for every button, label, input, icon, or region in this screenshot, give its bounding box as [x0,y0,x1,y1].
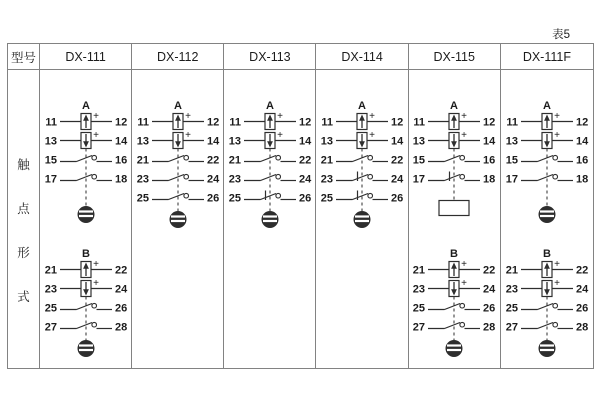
terminal-number-left: 21 [505,264,518,277]
row-label-char: 式 [17,290,30,304]
contact-arm [537,175,553,181]
contact-row [413,259,496,278]
group-label: A [542,100,551,112]
plus-sign: + [553,259,560,270]
contact-row [506,278,589,297]
plus-sign: + [276,130,283,141]
terminal-number-right: 12 [206,116,219,129]
contact-arm [353,156,369,162]
terminal-number-left: 23 [44,283,57,296]
header-cell-dx-111f: DX-111F [522,49,571,64]
group-label: A [358,100,367,112]
contact-arm [353,194,369,200]
terminal-number-left: 23 [136,173,149,186]
terminal-number-right: 12 [391,116,404,129]
contact-arm [260,194,276,200]
terminal-number-left: 11 [44,116,57,129]
terminal-number-right: 26 [391,192,404,205]
plus-sign: + [553,278,560,289]
terminal-number-right: 12 [483,116,496,129]
coil-rect-icon [439,201,469,216]
row-label-char: 点 [17,202,30,216]
terminal-number-right: 22 [298,154,312,167]
terminal-number-right: 24 [206,173,219,186]
plus-sign: + [553,130,560,141]
terminal-number-right: 18 [483,173,496,186]
plus-sign: + [92,278,99,289]
armature-disc-icon [354,211,371,228]
plus-sign: + [92,130,99,141]
contact-point [91,303,96,308]
terminal-number-left: 21 [136,154,149,167]
contact-point [184,174,189,179]
contact-point [184,193,189,198]
contact-arm [353,175,369,181]
diagram-cell-dx-114 [316,70,408,368]
group-label: B [450,248,459,260]
terminal-number-right: 16 [483,154,496,167]
terminal-number-left: 13 [44,135,57,148]
terminal-number-left: 25 [136,192,149,205]
terminal-number-right: 28 [575,321,589,334]
group-label: B [81,248,90,260]
row-label-char: 形 [17,246,30,260]
contact-arm [76,304,92,310]
plus-sign: + [92,111,99,122]
contact-group-A [132,98,224,231]
contact-group-A [40,98,132,226]
terminal-number-right: 24 [391,173,404,186]
terminal-number-right: 28 [483,321,496,334]
terminal-number-right: 22 [114,264,127,277]
plus-sign: + [553,111,560,122]
terminal-number-right: 14 [483,135,496,148]
terminal-number-right: 26 [483,302,496,315]
terminal-number-left: 21 [44,264,57,277]
terminal-number-left: 21 [228,154,241,167]
contact-row [44,278,127,297]
plus-sign: + [92,259,99,270]
row-label-contact-form [8,70,40,368]
contact-point [276,155,281,160]
terminal-number-right: 26 [206,192,219,205]
contact-arm [537,323,553,329]
terminal-number-left: 13 [320,135,334,148]
contact-arm [445,304,461,310]
contact-point [368,193,373,198]
diagram-cell-dx-112 [132,70,224,368]
diagram-cell-dx-111 [40,70,132,368]
header-cell-dx-114: DX-114 [316,44,408,69]
diagram-cell-dx-113 [224,70,316,368]
plus-sign: + [276,111,283,122]
contact-row [321,111,403,130]
terminal-number-left: 21 [412,264,426,277]
contact-point [553,322,558,327]
terminal-number-left: 11 [506,116,518,129]
plus-sign: + [461,259,468,270]
row-label-char: 触 [17,158,30,172]
terminal-number-right: 18 [575,173,589,186]
armature-disc-icon [169,211,186,228]
diagram-cell-dx-115 [409,70,501,368]
contact-point [276,193,281,198]
armature-disc-icon [538,340,555,357]
terminal-number-right: 14 [391,135,404,148]
terminal-number-left: 23 [505,283,518,296]
group-label: A [173,100,182,112]
contact-row [414,111,496,130]
plus-sign: + [184,130,191,141]
terminal-number-right: 22 [483,264,496,277]
terminal-number-left: 17 [505,173,518,186]
terminal-number-right: 24 [483,283,496,296]
relay-contact-table [7,43,594,369]
armature-disc-icon [77,206,94,223]
contact-point [460,174,465,179]
terminal-number-right: 18 [114,173,127,186]
contact-point [91,155,96,160]
contact-arm [537,304,553,310]
terminal-number-right: 22 [575,264,589,277]
terminal-number-right: 16 [114,154,127,167]
contact-row [136,130,219,149]
armature-disc-icon [538,206,555,223]
terminal-number-right: 14 [575,135,589,148]
contact-row [413,130,496,149]
contact-group-A [316,98,408,231]
contact-arm [445,156,461,162]
contact-point [91,174,96,179]
contact-arm [445,323,461,329]
terminal-number-left: 23 [412,283,426,296]
contact-arm [76,323,92,329]
table-caption: 表5 [552,29,570,41]
contact-arm [537,156,553,162]
terminal-number-left: 11 [321,116,334,129]
contact-arm [260,175,276,181]
contact-point [460,155,465,160]
terminal-number-right: 26 [114,302,127,315]
terminal-number-left: 23 [228,173,241,186]
terminal-number-right: 26 [298,192,312,205]
contact-row [506,111,588,130]
terminal-number-right: 24 [114,283,127,296]
contact-row [44,130,127,149]
contact-row [229,130,312,149]
terminal-number-left: 25 [228,192,241,205]
terminal-number-left: 25 [44,302,57,315]
plus-sign: + [184,111,191,122]
group-label: A [265,100,274,112]
terminal-number-left: 15 [412,154,426,167]
plus-sign: + [461,278,468,289]
header-cell-dx-113: DX-113 [224,44,316,69]
header-cell-dx-111: DX-111 [40,44,132,69]
contact-group-B [501,246,593,360]
contact-group-B [40,246,132,360]
contact-arm [76,175,92,181]
plus-sign: + [461,111,468,122]
terminal-number-left: 17 [412,173,426,186]
terminal-number-right: 14 [114,135,127,148]
terminal-number-right: 26 [575,302,589,315]
contact-arm [168,194,184,200]
terminal-number-right: 12 [575,116,589,129]
armature-disc-icon [77,340,94,357]
contact-group-A [408,98,500,218]
terminal-number-left: 15 [44,154,57,167]
contact-arm [260,156,276,162]
table-header-row [8,44,593,70]
contact-point [368,155,373,160]
terminal-number-left: 11 [229,116,241,129]
contact-row [413,278,496,297]
terminal-number-right: 16 [575,154,589,167]
terminal-number-left: 25 [320,192,334,205]
diagram-cell-dx-111f [501,70,593,368]
terminal-number-right: 12 [114,116,127,129]
contact-point [553,174,558,179]
group-label: A [450,100,459,112]
contact-row [506,130,589,149]
contact-arm [445,175,461,181]
contact-arm [76,156,92,162]
terminal-number-right: 24 [298,173,312,186]
armature-disc-icon [446,340,463,357]
terminal-number-right: 24 [575,283,589,296]
contact-row [506,259,589,278]
group-label: B [542,248,551,260]
contact-row [44,259,127,278]
contact-arm [168,156,184,162]
table-body-row [8,70,593,368]
header-cell-model-label: 型号 [8,44,40,69]
terminal-number-left: 13 [505,135,518,148]
terminal-number-left: 25 [505,302,518,315]
contact-row [137,111,219,130]
contact-point [460,322,465,327]
terminal-number-right: 12 [298,116,312,129]
terminal-number-left: 13 [228,135,241,148]
terminal-number-left: 23 [320,173,334,186]
terminal-number-left: 27 [412,321,426,334]
contact-row [45,111,127,130]
terminal-number-left: 13 [412,135,426,148]
terminal-number-right: 22 [206,154,219,167]
contact-point [460,303,465,308]
terminal-number-right: 14 [206,135,219,148]
terminal-number-left: 25 [412,302,426,315]
terminal-number-left: 21 [320,154,334,167]
terminal-number-left: 11 [413,116,426,129]
terminal-number-right: 28 [114,321,127,334]
contact-group-B [408,246,500,360]
terminal-number-left: 11 [137,116,149,129]
contact-point [553,155,558,160]
contact-group-A [224,98,316,231]
contact-arm [168,175,184,181]
header-cell-dx-115: DX-115 [409,44,501,69]
contact-point [276,174,281,179]
terminal-number-left: 15 [505,154,518,167]
contact-point [553,303,558,308]
armature-disc-icon [261,211,278,228]
plus-sign: + [461,130,468,141]
terminal-number-right: 14 [298,135,312,148]
terminal-number-left: 27 [44,321,57,334]
header-cell-dx-112: DX-112 [132,44,224,69]
terminal-number-right: 22 [391,154,404,167]
plus-sign: + [369,130,375,141]
group-label: A [81,100,90,112]
contact-point [368,174,373,179]
contact-row [229,111,311,130]
terminal-number-left: 17 [44,173,57,186]
contact-row [321,130,404,149]
contact-point [184,155,189,160]
terminal-number-left: 13 [136,135,149,148]
terminal-number-left: 27 [505,321,518,334]
contact-point [91,322,96,327]
plus-sign: + [369,111,375,122]
contact-group-A [501,98,593,226]
